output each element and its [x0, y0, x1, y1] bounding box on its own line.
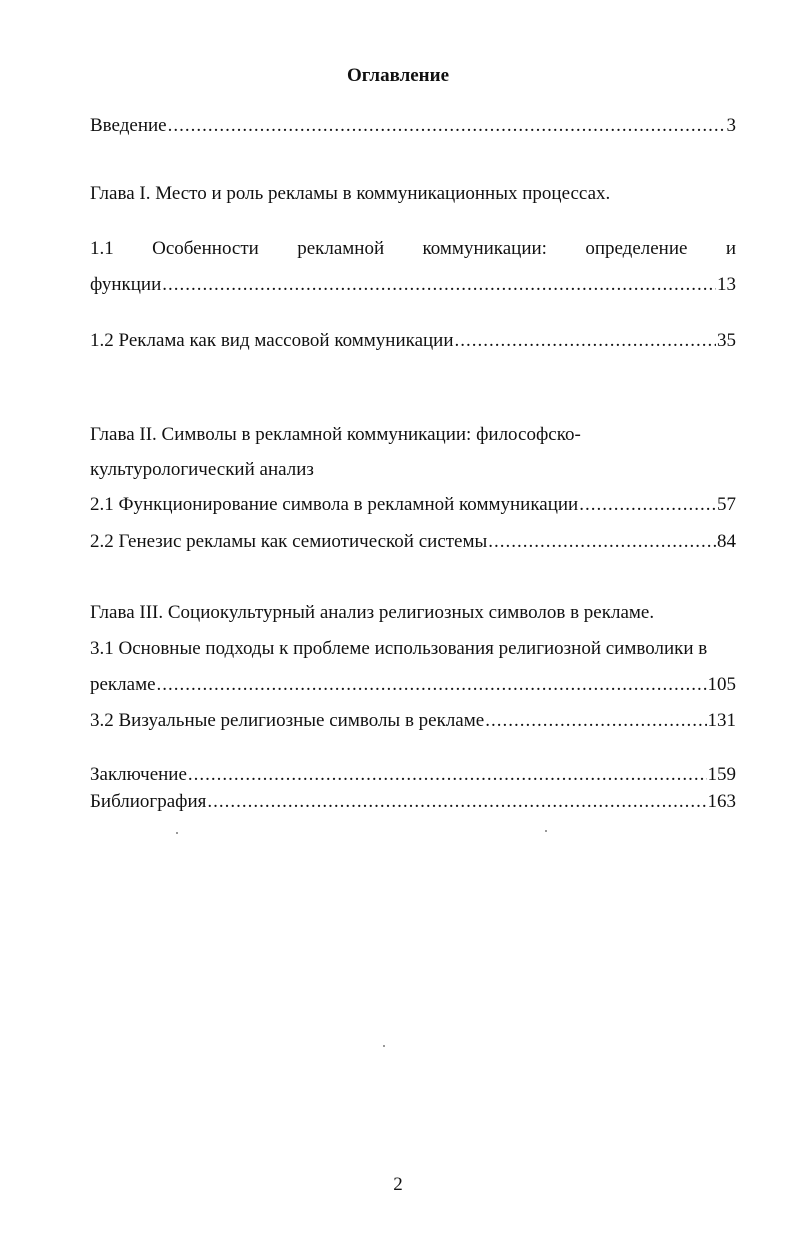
toc-entry-3-1-line2 [90, 674, 736, 696]
toc-entry-3-2 [90, 710, 736, 732]
toc-word: рекламной [297, 238, 385, 259]
dot-leader [188, 764, 707, 786]
toc-entry-text: 2.1 Функционирование символа в рекламной коммуникации [90, 494, 579, 515]
toc-entry-text: 2.2 Генезис рекламы как семиотической системы [90, 531, 488, 552]
toc-word: Особенности [152, 238, 259, 259]
dot-leader [488, 531, 716, 553]
toc-page-number: 13 [717, 274, 736, 295]
toc-word: определение [585, 238, 688, 259]
chapter-2-heading-line1: Глава II. Символы в рекламной коммуникации: философско- [90, 424, 581, 445]
scan-speck [383, 1045, 385, 1047]
toc-entry-text: 1.2 Реклама как вид массовой коммуникации [90, 330, 454, 351]
dot-leader [485, 710, 706, 732]
toc-entry-conclusion [90, 764, 736, 786]
toc-word: коммуникации: [422, 238, 547, 259]
toc-page-number: 105 [707, 674, 736, 695]
toc-entry-text: функции [90, 274, 162, 295]
toc-entry-2-1 [90, 494, 736, 516]
toc-entry-1-2 [90, 330, 736, 352]
page-number: 2 [393, 1174, 403, 1195]
toc-page-number: 3 [726, 115, 736, 136]
toc-page-number: 35 [717, 330, 736, 351]
chapter-3-heading: Глава III. Социокультурный анализ религиозных символов в рекламе. [90, 602, 655, 623]
page-title: Оглавление [346, 65, 450, 86]
dot-leader [162, 274, 716, 296]
dot-leader [157, 674, 707, 696]
toc-page-number: 159 [707, 764, 736, 785]
scan-speck [176, 832, 178, 834]
toc-page-number: 131 [707, 710, 736, 731]
toc-page-number: 57 [717, 494, 736, 515]
chapter-1-heading: Глава I. Место и роль рекламы в коммуникационных процессах. [90, 183, 611, 204]
toc-word: 1.1 [90, 238, 114, 259]
toc-page-number: 163 [707, 791, 736, 812]
toc-entry-1-1-line1 [90, 238, 736, 260]
toc-entry-bibliography [90, 791, 736, 813]
scan-speck [545, 830, 547, 832]
toc-page-number: 84 [717, 531, 736, 552]
toc-entry-1-1-line2 [90, 274, 736, 296]
dot-leader [579, 494, 716, 516]
toc-entry-text: Библиография [90, 791, 207, 812]
dot-leader [455, 330, 716, 352]
toc-entry-text: Заключение [90, 764, 187, 785]
toc-word: и [725, 238, 736, 259]
chapter-2-heading-line2: культурологический анализ [90, 459, 314, 480]
toc-entry-3-1-line1: 3.1 Основные подходы к проблеме использования религиозной символики в [90, 638, 708, 659]
toc-entry-text: 3.2 Визуальные религиозные символы в рекламе [90, 710, 485, 731]
dot-leader [207, 791, 706, 813]
dot-leader [168, 115, 726, 137]
toc-entry-text: рекламе [90, 674, 156, 695]
toc-entry-text: Введение [90, 115, 167, 136]
toc-entry-2-2 [90, 531, 736, 553]
toc-entry-intro [90, 115, 736, 137]
